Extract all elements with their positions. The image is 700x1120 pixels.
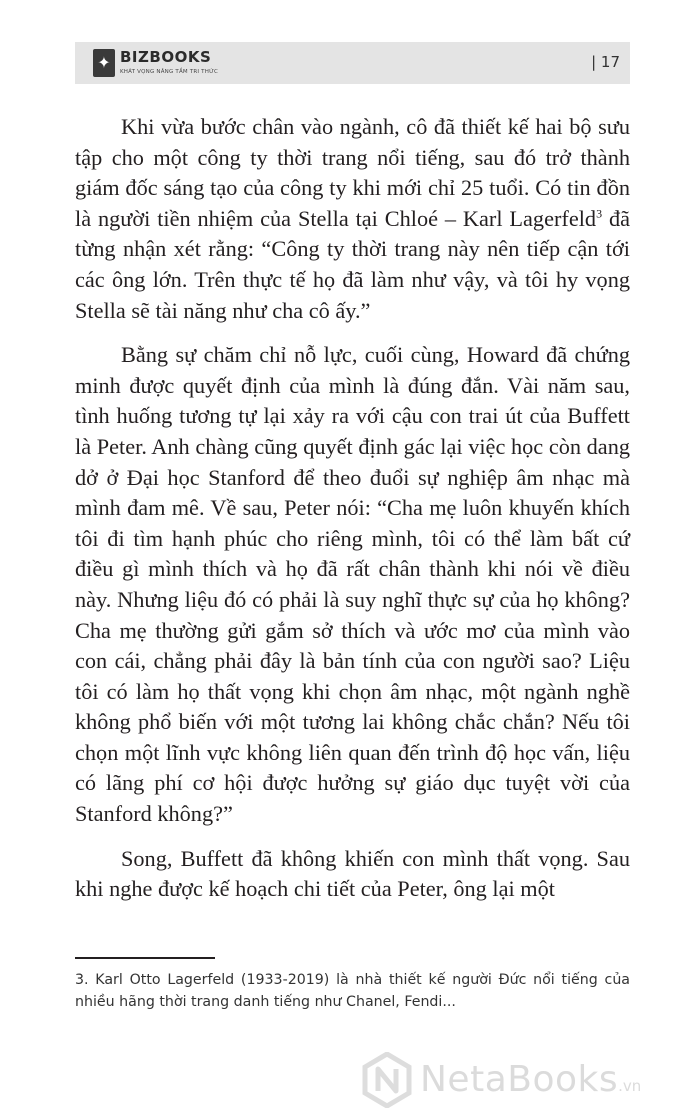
watermark-text <box>420 1058 641 1108</box>
paragraph-3: Song, Buffett đã không khiến con mình thất vọng. Sau khi nghe được kế hoạch chi tiết của Peter, ông lại một <box>75 845 630 902</box>
paragraph-1 <box>75 112 630 326</box>
paragraph-1-start: Khi vừa bước chân vào ngành, cô đã thiết kế hai bộ sưu tập cho một công ty thời trang nổi tiếng, sau đó trở thành giám đốc sáng tạo của công ty khi mới chỉ 25 tuổi. Có tin đồn là người tiền nhiệm của Stella tại Chloé – Karl Lagerfeld <box>75 114 630 231</box>
footnote: 3. Karl Otto Lagerfeld (1933-2019) là nhà thiết kế người Đức nổi tiếng của nhiều hãng thời trang danh tiếng như Chanel, Fendi... <box>75 972 630 1010</box>
footnote-divider <box>75 957 215 959</box>
watermark <box>362 1052 692 1112</box>
footnote-reference[interactable]: 3 <box>596 206 603 221</box>
paragraph-2: Bằng sự chăm chỉ nỗ lực, cuối cùng, Howard đã chứng minh được quyết định của mình là đúng đắn. Vài năm sau, tình huống tương tự lại xảy ra với cậu con trai út của Buffett là Peter. Anh chàng cũng quyết định gác lại việc học còn dang dở ở Đại học Stanford để theo đuổi sự nghiệp âm nhạc mà mình đam mê. Về sau, Peter nói: “Cha mẹ luôn khuyến khích tôi đi tìm hạnh phúc cho riêng mình, tôi có thể làm bất cứ điều gì mình thích và họ đã rất chân thành khi nói về điều này. Nhưng liệu đó có phải là suy nghĩ thực sự của họ không? Cha mẹ thường gửi gắm sở thích và ước mơ của mình vào con cái, chẳng phải đây là bản tính của con người sao? Liệu tôi có làm họ thất vọng khi chọn âm nhạc, một ngành nghề không phổ biến với một tương lai không chắc chắn? Nếu tôi chọn một lĩnh vực không liên quan đến trình độ học vấn, liệu có lãng phí cơ hội được hưởng sự giáo dục tuyệt vời của Stanford không?” <box>75 342 630 827</box>
brand-tagline: KHÁT VỌNG NÂNG TẦM TRI THỨC <box>120 69 219 75</box>
page-header <box>75 42 630 84</box>
watermark-suffix: .vn <box>618 1077 642 1095</box>
body-text <box>75 112 630 919</box>
watermark-name: NetaBooks <box>420 1059 619 1100</box>
brand-name: BIZBOOKS <box>120 48 212 66</box>
bird-logo-icon: ✦ <box>93 49 115 77</box>
hexagon-n-icon <box>362 1052 412 1108</box>
paragraph-1-end: đã từng nhận xét rằng: “Công ty thời trang này nên tiếp cận tới các ông lớn. Trên thực tế họ đã làm như vậy, và tôi hy vọng Stella sẽ tài năng như cha cô ấy.” <box>75 205 630 323</box>
page-number: | 17 <box>591 53 620 71</box>
